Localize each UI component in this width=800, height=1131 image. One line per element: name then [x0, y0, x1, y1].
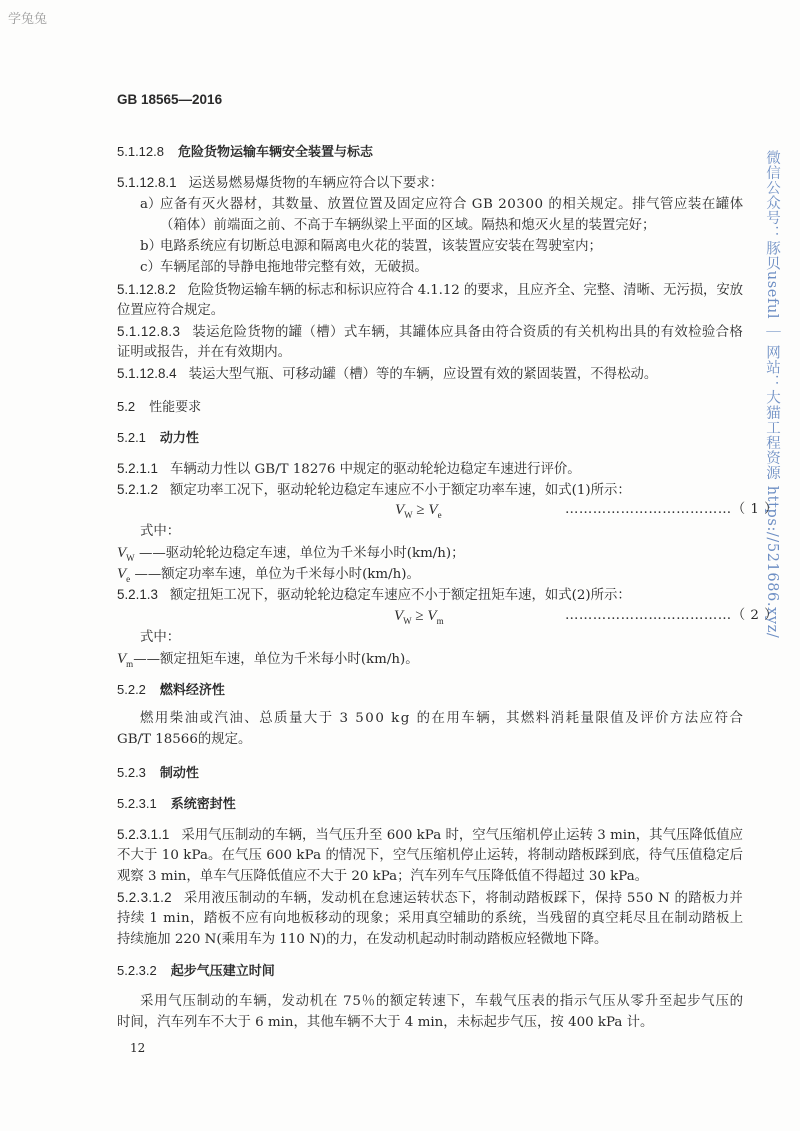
section-number: 5.2 [117, 399, 136, 414]
formula-1-number: ………………………………（ 1 ） [565, 502, 779, 517]
clause-number: 5.1.12.8.4 [117, 366, 177, 381]
section-title: 动力性 [159, 431, 199, 446]
formula-rhs-subscript: m [436, 616, 444, 626]
formula-operator: ≥ [416, 502, 425, 518]
clause-5-2-3-1-2-line1 [117, 888, 743, 909]
where-label-1: 式中： [140, 524, 181, 539]
formula-lhs-subscript: W [403, 616, 412, 626]
definition-text: ——驱动轮轮边稳定车速，单位为千米每小时(km/h)； [138, 546, 465, 561]
clause-text: 额定功率工况下，驱动轮轮边稳定车速应不小于额定功率车速，如式(1)所示： [169, 483, 631, 498]
definition-vm [117, 649, 419, 674]
section-title: 性能要求 [149, 400, 202, 415]
formula-operator: ≥ [415, 608, 424, 624]
clause-5-2-1-3 [117, 585, 631, 606]
section-number: 5.2.1 [117, 430, 146, 445]
clause-text: 采用气压制动的车辆，当气压升至 600 kPa 时，空气压缩机停止运转 3 min，其气压降低值应 [181, 828, 744, 843]
clause-text: 采用液压制动的车辆，发动机在怠速运转状态下，将制动踏板踩下，保持 550 N 的踏板力并 [183, 891, 744, 906]
clause-5-1-12-8-2-line2: 位置应符合规定。 [117, 303, 225, 318]
clause-5-1-12-8-3-line1 [117, 322, 743, 343]
list-item-a-label: a） [140, 197, 162, 212]
formula-lhs-subscript: W [404, 510, 413, 520]
clause-number: 5.2.3.1.2 [117, 890, 172, 905]
clause-number: 5.2.3.1.1 [117, 827, 170, 842]
clause-5-2-3-1-1-line1 [117, 825, 743, 846]
definition-text: ——额定扭矩车速，单位为千米每小时(km/h)。 [133, 652, 419, 667]
paragraph-5-2-2-line2: GB/T 18566的规定。 [117, 732, 252, 747]
clause-5-2-3-1-2-line2: 持续 1 min，踏板不应有向地板移动的现象；采用真空辅助的系统，当残留的真空耗尽且在制动踏板上 [117, 911, 744, 926]
watermark-side: 微信公众号：豚贝useful ｜ 网站：大猫工程资源 https://521686.xyz/ [764, 150, 780, 639]
section-title: 危险货物运输车辆安全装置与标志 [178, 145, 374, 160]
formula-2-number: ………………………………（ 2 ） [565, 608, 779, 623]
clause-5-2-1-1 [117, 459, 581, 480]
section-number: 5.2.3.1 [117, 796, 157, 811]
clause-text: 车辆动力性以 GB/T 18276 中规定的驱动轮轮边稳定车速进行评价。 [169, 462, 581, 477]
clause-text: 装运危险货物的罐（槽）式车辆，其罐体应具备由符合资质的有关机构出具的有效检验合格 [192, 325, 744, 340]
section-heading-5-1-12-8 [117, 142, 373, 163]
clause-number: 5.2.1.3 [117, 587, 158, 602]
page-number: 12 [130, 1041, 146, 1055]
section-title: 系统密封性 [170, 797, 236, 812]
clause-5-2-3-1-1-line3: 观察 3 min，单车气压降低值应不大于 20 kPa；汽车列车气压降低值不得超过 30 kPa。 [117, 869, 649, 884]
clause-number: 5.1.12.8.3 [117, 324, 181, 339]
list-item-a-line2: （箱体）前端面之前、不高于车辆纵梁上平面的区域。隔热和熄灭火星的装置完好； [160, 218, 656, 233]
formula-rhs: V [427, 608, 437, 624]
formula-lhs: V [395, 502, 405, 518]
clause-number: 5.1.12.8.1 [117, 175, 177, 190]
formula-rhs-subscript: e [437, 510, 442, 520]
section-heading-5-2-2 [117, 680, 225, 701]
clause-5-2-1-2 [117, 480, 631, 501]
section-title: 燃料经济性 [159, 683, 225, 698]
list-item-c-label: c） [140, 260, 161, 275]
section-title: 起步气压建立时间 [170, 964, 275, 979]
definition-text: ——额定功率车速，单位为千米每小时(km/h)。 [134, 567, 420, 582]
section-heading-5-2-3-2 [117, 961, 275, 982]
clause-number: 5.2.1.1 [117, 461, 158, 476]
section-number: 5.2.3.2 [117, 963, 157, 978]
formula-2 [394, 606, 444, 631]
symbol: $V_m$ [117, 651, 134, 669]
list-item-b-text: 电路系统应有切断总电源和隔离电火花的装置，该装置应安装在驾驶室内； [160, 239, 602, 254]
document-id-header: GB 18565—2016 [117, 92, 223, 107]
list-item-a-line1: 应备有灭火器材，其数量、放置位置及固定应符合 GB 20300 的相关规定。排气管应装在罐体 [160, 197, 744, 212]
clause-5-2-3-1-1-line2: 不大于 10 kPa。在气压 600 kPa 的情况下，空气压缩机停止运转，将制动踏板踩到底，待气压值稳定后 [117, 848, 744, 863]
clause-number: 5.2.1.2 [117, 482, 158, 497]
section-number: 5.2.3 [117, 765, 146, 780]
section-heading-5-2 [117, 397, 201, 418]
clause-5-1-12-8-4 [117, 364, 657, 385]
section-title: 制动性 [159, 766, 199, 781]
watermark-top: 学兔兔 [8, 12, 48, 27]
formula-1 [395, 500, 442, 525]
clause-text: 运送易燃易爆货物的车辆应符合以下要求： [188, 176, 443, 191]
section-heading-5-2-1 [117, 428, 199, 449]
paragraph-5-2-2-line1: 燃用柴油或汽油、总质量大于 3 500 kg 的在用车辆，其燃料消耗量限值及评价方法应符合 [140, 711, 745, 726]
clause-5-1-12-8-1 [117, 173, 443, 194]
list-item-b-label: b） [140, 239, 162, 254]
clause-text: 危险货物运输车辆的标志和标识应符合 4.1.12 的要求，且应齐全、完整、清晰、无污损，安放 [187, 283, 743, 298]
where-label-2: 式中： [140, 630, 181, 645]
formula-lhs: V [394, 608, 404, 624]
clause-text: 额定扭矩工况下，驱动轮轮边稳定车速应不小于额定扭矩车速，如式(2)所示： [169, 588, 631, 603]
formula-rhs: V [428, 502, 438, 518]
clause-5-1-12-8-2-line1 [117, 280, 743, 301]
symbol: $V_e$ [117, 566, 131, 584]
clause-5-1-12-8-3-line2: 证明或报告，并在有效期内。 [117, 345, 292, 360]
section-number: 5.2.2 [117, 682, 146, 697]
section-heading-5-2-3-1 [117, 794, 236, 815]
section-heading-5-2-3 [117, 763, 199, 784]
paragraph-5-2-3-2-line1: 采用气压制动的车辆，发动机在 75％的额定转速下，车载气压表的指示气压从零升至起步气压的 [140, 994, 744, 1009]
clause-text: 装运大型气瓶、可移动罐（槽）等的车辆，应设置有效的紧固装置，不得松动。 [188, 367, 658, 382]
clause-number: 5.1.12.8.2 [117, 282, 176, 297]
paragraph-5-2-3-2-line2: 时间，汽车列车不大于 6 min，其他车辆不大于 4 min，未标起步气压，按 400 kPa 计。 [117, 1015, 654, 1030]
list-item-c-text: 车辆尾部的导静电拖地带完整有效，无破损。 [160, 260, 428, 275]
symbol: $V_W$ [117, 545, 135, 563]
section-number: 5.1.12.8 [117, 144, 164, 159]
clause-5-2-3-1-2-line3: 持续施加 220 N(乘用车为 110 N)的力，在发动机起动时制动踏板应轻微地下降。 [117, 932, 608, 947]
